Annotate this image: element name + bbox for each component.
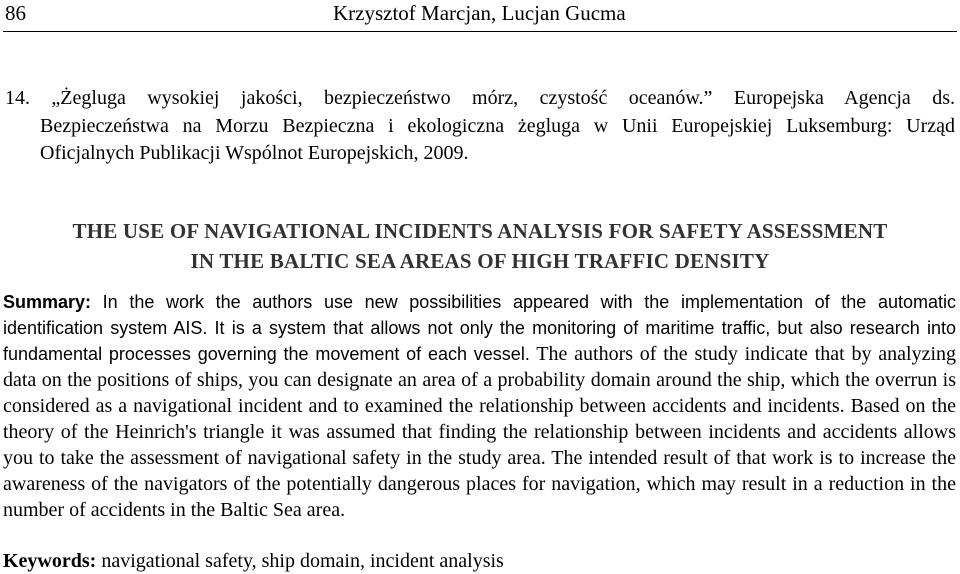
title-line-2: IN THE BALTIC SEA AREAS OF HIGH TRAFFIC DENSITY (190, 249, 770, 273)
keywords-label: Keywords: (3, 550, 97, 572)
summary-text-part-1: In the work the authors use new possibilities appeared with the implementation of the automatic identification system AIS. It is a system that allows not only the monitoring of maritime traffic, but also research into fundamental processes governing the movement of each vessel. (3, 292, 956, 364)
summary-paragraph (3, 289, 956, 523)
page-number: 86 (5, 1, 26, 25)
keywords-text: navigational safety, ship domain, incident analysis (96, 550, 504, 572)
page-header (3, 0, 957, 32)
running-head-authors: Krzysztof Marcjan, Lucjan Gucma (333, 1, 626, 25)
paper-title (0, 216, 960, 276)
reference-continuation: Bezpieczeństwa na Morzu Bezpieczna i ekologiczna żegluga w Unii Europejskiej Luksemburg: Urząd Oficjalnych Publikacji Wspólnot Europejskich, 2009. (40, 114, 955, 164)
summary-text-part-2: The authors of the study indicate that by analyzing data on the positions of ships, you can designate an area of a probability domain around the ship, which the overrun is considered as a navigational incident and to examined the relationship between accidents and incidents. Based on the theory of the Heinrich's triangle it was assumed that finding the relationship between incidents and accidents allows you to take the assessment of navigational safety in the study area. The intended result of that work is to increase the awareness of the navigators of the potentially dangerous places for navigation, which may result in a reduction in the number of accidents in the Baltic Sea area. (3, 343, 957, 521)
summary-label: Summary: (3, 292, 92, 312)
reference-entry (5, 85, 955, 168)
keywords-line (3, 548, 504, 574)
reference-first-line: 14. „Żegluga wysokiej jakości, bezpieczeństwo mórz, czystość oceanów.” Europejska Agencja ds. (5, 87, 955, 109)
title-line-1: THE USE OF NAVIGATIONAL INCIDENTS ANALYSIS FOR SAFETY ASSESSMENT (72, 219, 888, 243)
